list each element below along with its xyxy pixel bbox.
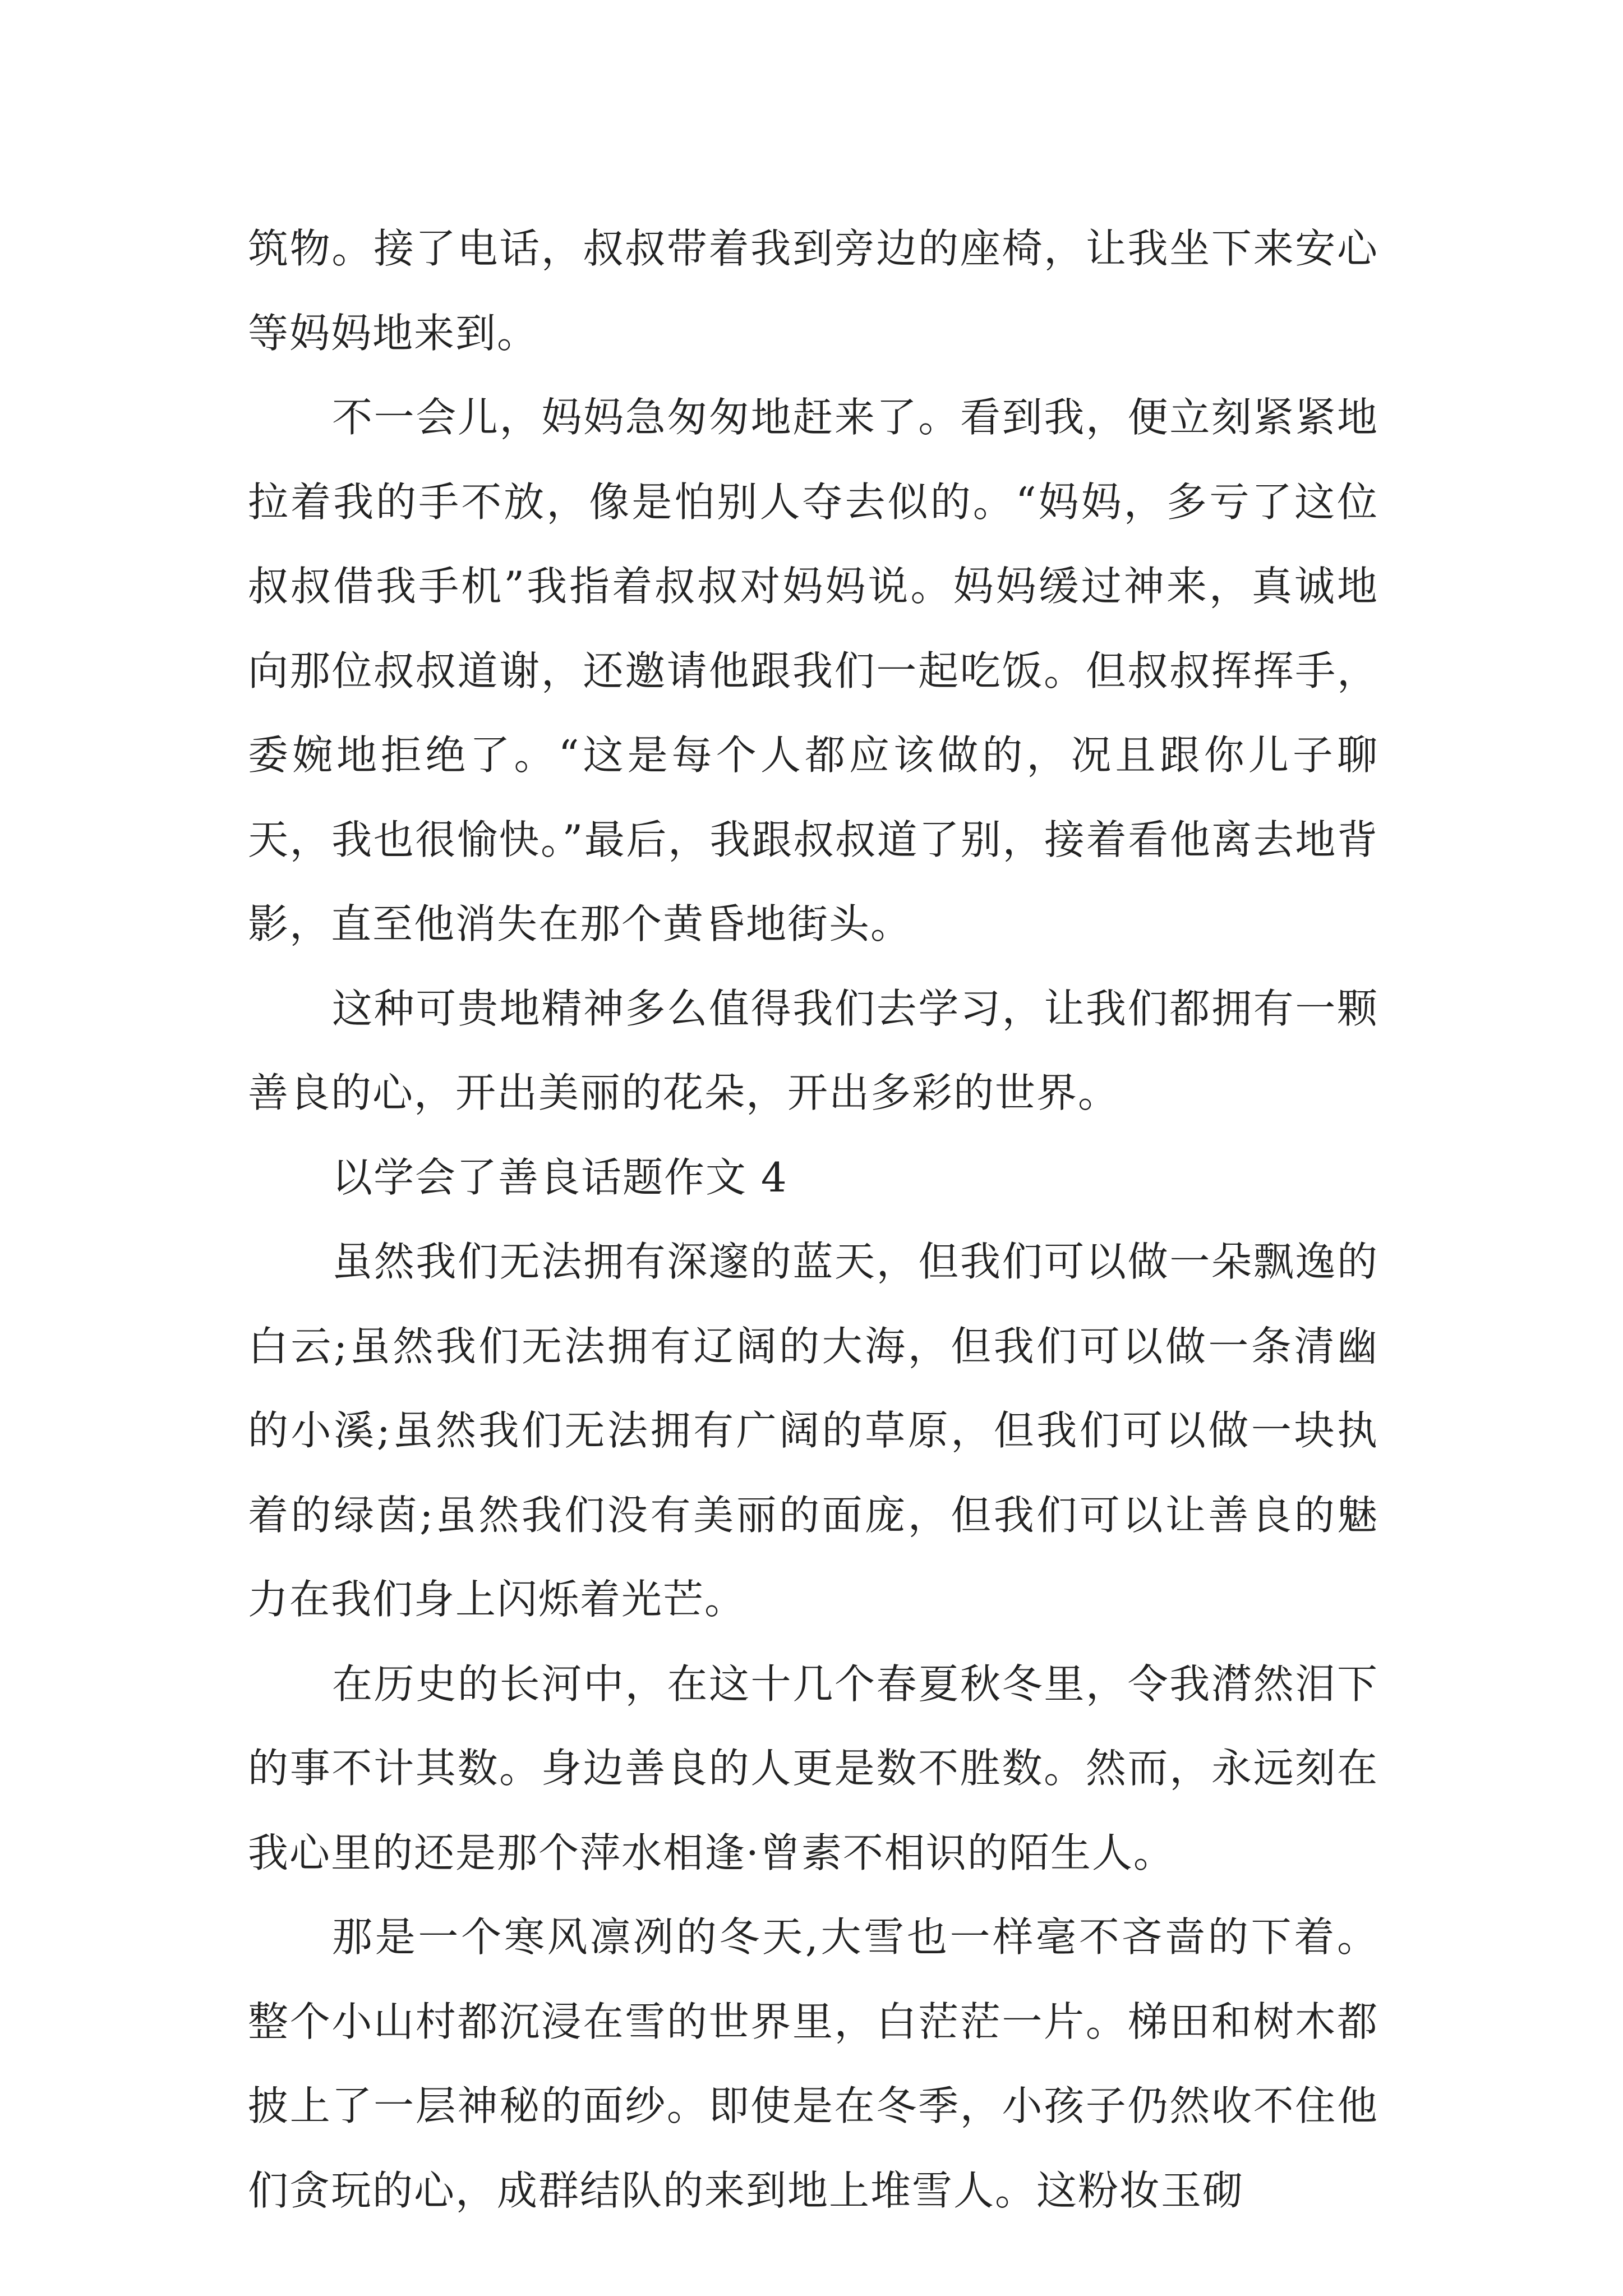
paragraph-history: 在历史的长河中，在这十几个春夏秋冬里，令我潸然泪下的事不计其数。身边善良的人更是数不胜数。然而，永远刻在我心里的还是那个萍水相逢·曾素不相识的陌生人。: [248, 1660, 1378, 1876]
paragraph-continuation: 筑物。接了电话，叔叔带着我到旁边的座椅，让我坐下来安心等妈妈地来到。: [248, 225, 1378, 357]
paragraph-winter: 那是一个寒风凛冽的冬天,大雪也一样毫不吝啬的下着。整个小山村都沉浸在雪的世界里，白茫茫一片。梯田和树木都披上了一层神秘的面纱。即使是在冬季，小孩子仍然收不住他们贪玩的心，成群结队的来到地上堆雪人。这粉妆玉砌: [248, 1913, 1378, 2214]
paragraph-conclusion: 这种可贵地精神多么值得我们去学习，让我们都拥有一颗善良的心，开出美丽的花朵，开出多彩的世界。: [248, 984, 1378, 1116]
essay-heading: 以学会了善良话题作文 4: [332, 1153, 788, 1201]
document-body: [248, 206, 1378, 2233]
paragraph-mother-arrives: 不一会儿，妈妈急匆匆地赶来了。看到我，便立刻紧紧地拉着我的手不放，像是怕别人夺去似的。“妈妈，多亏了这位叔叔借我手机”我指着叔叔对妈妈说。妈妈缓过神来，真诚地向那位叔叔道谢，还邀请他跟我们一起吃饭。但叔叔挥挥手，委婉地拒绝了。“这是每个人都应该做的，况且跟你儿子聊天，我也很愉快。”最后，我跟叔叔道了别，接着看他离去地背影，直至他消失在那个黄昏地街头。: [248, 394, 1378, 947]
paragraph-intro: 虽然我们无法拥有深邃的蓝天，但我们可以做一朵飘逸的白云;虽然我们无法拥有辽阔的大海，但我们可以做一条清幽的小溪;虽然我们无法拥有广阔的草原，但我们可以做一块执着的绿茵;虽然我们没有美丽的面庞，但我们可以让善良的魅力在我们身上闪烁着光芒。: [248, 1238, 1378, 1623]
